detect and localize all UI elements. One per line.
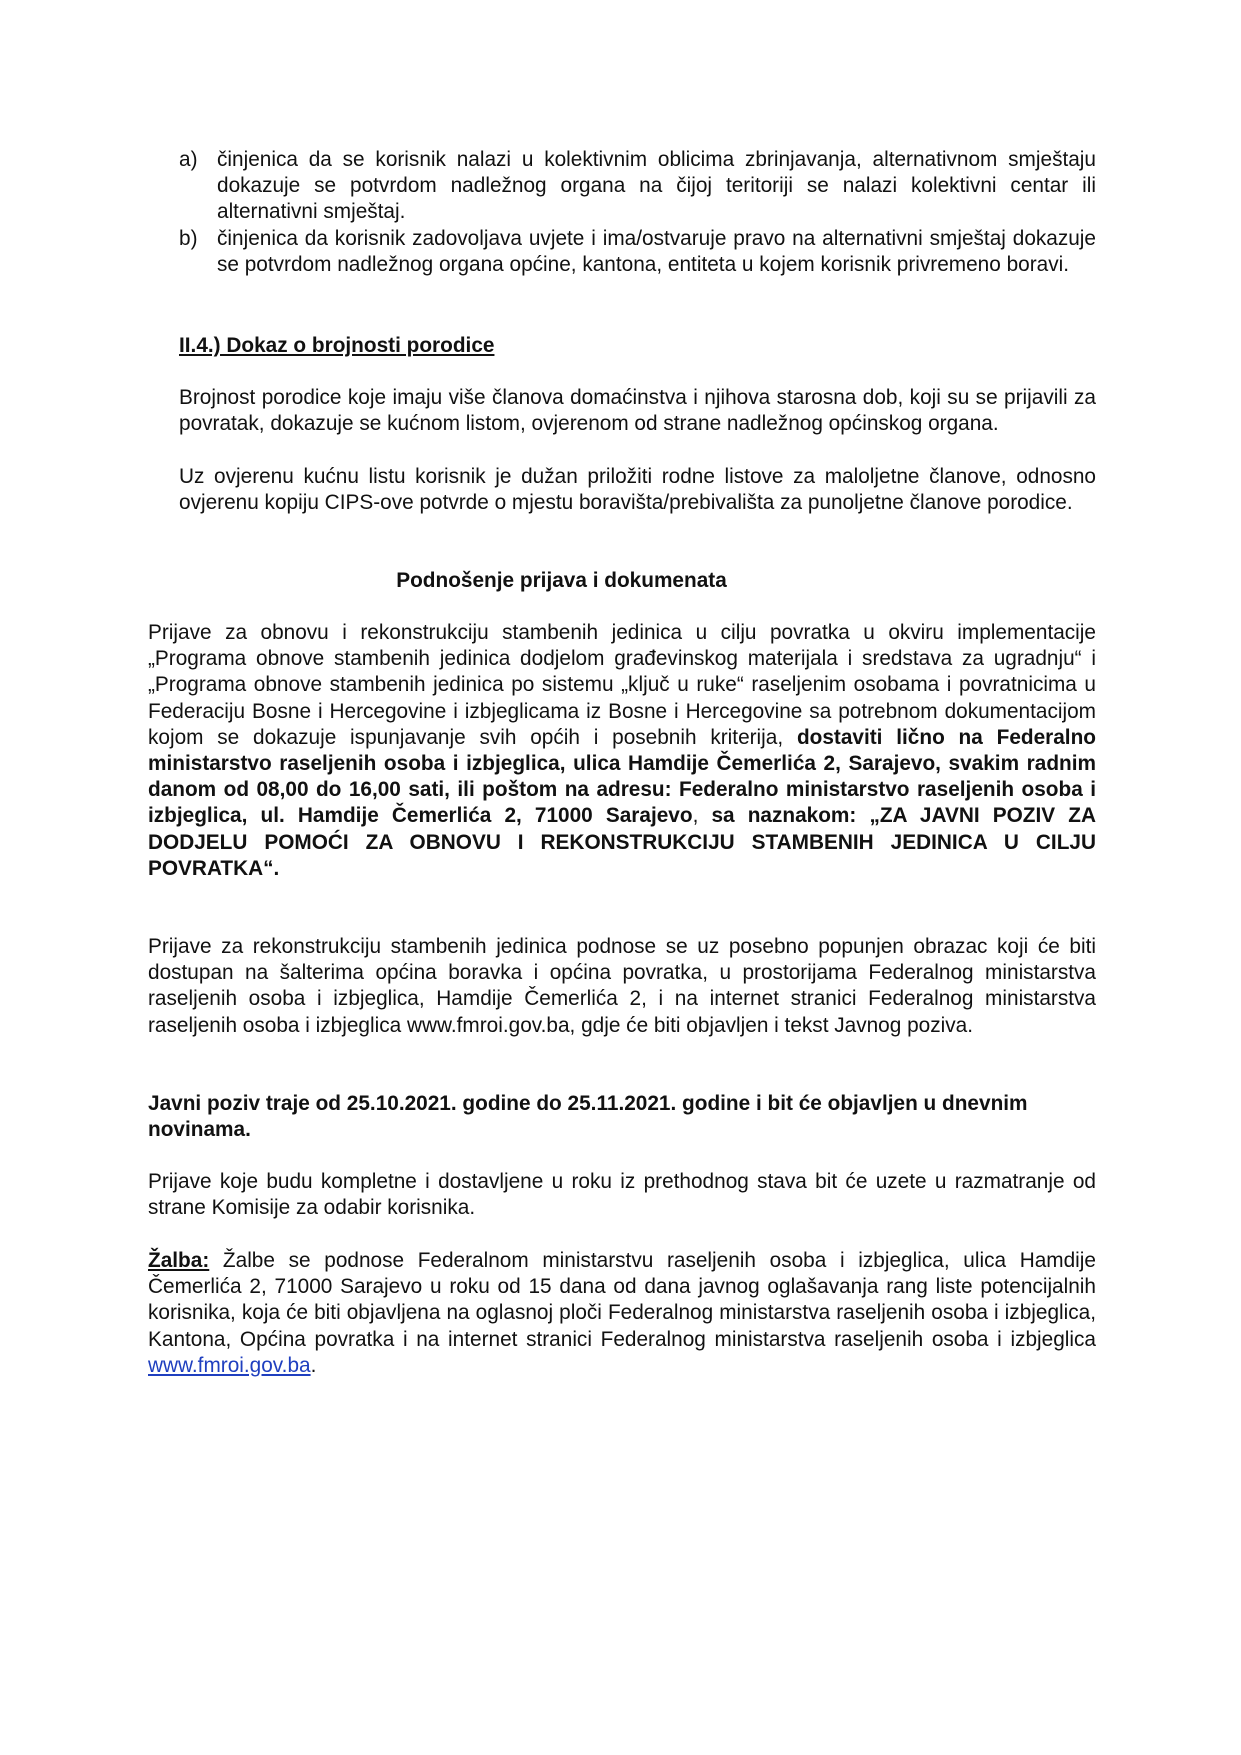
fmroi-website-link[interactable]: www.fmroi.gov.ba xyxy=(148,1353,311,1377)
list-item xyxy=(179,226,1096,278)
list-item-text: činjenica da se korisnik nalazi u kolektivnim oblicima zbrinjavanja, alternativnom smještaju dokazuje se potvrdom nadležnog organa na čijoj teritoriji se nalazi kolektivni centar ili alternativni smještaj. xyxy=(217,148,1096,224)
form-paragraph: Prijave za rekonstrukciju stambenih jedinica podnose se uz posebno popunjen obrazac koji će biti dostupan na šalterima općina boravka i općina povratka, u prostorijama Federalnog ministarstva raseljenih osoba i izbjeglica, Hamdije Čemerlića 2, i na internet stranici Federalnog ministarstva raseljenih osoba i izbjeglica www.fmroi.gov.ba, gdje će biti objavljen i tekst Javnog poziva. xyxy=(148,935,1096,1037)
section-paragraph: Brojnost porodice koje imaju više članova domaćinstva i njihova starosna dob, koji su se prijavili za povratak, dokazuje se kućnom listom, ovjerenom od strane nadležnog općinskog organa. xyxy=(179,386,1096,436)
submission-label-text: sa naznakom: „ZA JAVNI POZIV ZA DODJELU POMOĆI ZA OBNOVU I REKONSTRUKCIJU STAMBENIH JEDINICA U CILJU POVRATKA“. xyxy=(148,804,1096,880)
submission-text: Prijave za obnovu i rekonstrukciju stambenih jedinica u cilju povratka u okviru implementacije „Programa obnove stambenih jedinica dodjelom građevinskog materijala i sredstava za ugradnju“ i „Programa obnove stambenih jedinica po sistemu „ključ u ruke“ raseljenim osobama i povratnicima u Federaciju Bosne i Hercegovine i izbjeglicama iz Bosne i Hercegovine sa potrebnom dokumentacijom kojom se dokazuje ispunjavanje svih općih i posebnih kriterija, xyxy=(148,621,1096,749)
appeal-end: . xyxy=(310,1353,317,1377)
duration-paragraph: Javni poziv traje od 25.10.2021. godine do 25.11.2021. godine i bit će objavljen u dnevnim novinama. xyxy=(148,1092,1028,1142)
appeal-label: Žalba: xyxy=(148,1249,210,1272)
submission-delivery-text: dostaviti lično na Federalno ministarstvo raseljenih osoba i izbjeglica, ulica Hamdije Čemerlića 2, Sarajevo, svakim radnim danom od 08,00 do 16,00 sati, ili poštom na adresu: Federalno ministarstvo raseljenih osoba i izbjeglica, ul. Hamdije Čemerlića 2, 71000 Sarajevo xyxy=(148,725,1096,828)
appeal-paragraph xyxy=(148,1248,1096,1379)
submission-separator: , xyxy=(692,804,712,828)
submission-paragraph xyxy=(148,620,1096,882)
appeal-text: Žalbe se podnose Federalnom ministarstvu raseljenih osoba i izbjeglica, ulica Hamdije Čemerlića 2, 71000 Sarajevo u roku od 15 dana od dana javnog oglašavanja rang liste potencijalnih korisnika, koja će biti objavljena na oglasnoj ploči Federalnog ministarstva raseljenih osoba i izbjeglica, Kantona, Općina povratka i na internet stranici Federalnog ministarstva raseljenih osoba i izbjeglica xyxy=(148,1249,1096,1351)
list-item xyxy=(179,147,1096,226)
center-heading: Podnošenje prijava i dokumenata xyxy=(396,569,727,592)
section-heading: II.4.) Dokaz o brojnosti porodice xyxy=(179,334,495,357)
list-item-text: činjenica da korisnik zadovoljava uvjete i ima/ostvaruje pravo na alternativni smještaj dokazuje se potvrdom nadležnog organa općine, kantona, entiteta u kojem korisnik privremeno boravi. xyxy=(217,227,1096,277)
complete-paragraph: Prijave koje budu kompletne i dostavljene u roku iz prethodnog stava bit će uzete u razmatranje od strane Komisije za odabir korisnika. xyxy=(148,1170,1096,1220)
section-paragraph: Uz ovjerenu kućnu listu korisnik je dužan priložiti rodne listove za maloljetne članove, odnosno ovjerenu kopiju CIPS-ove potvrde o mjestu boravišta/prebivališta za punoljetne članove porodice. xyxy=(179,465,1096,515)
list-marker: a) xyxy=(179,148,198,171)
list-marker: b) xyxy=(179,227,198,250)
